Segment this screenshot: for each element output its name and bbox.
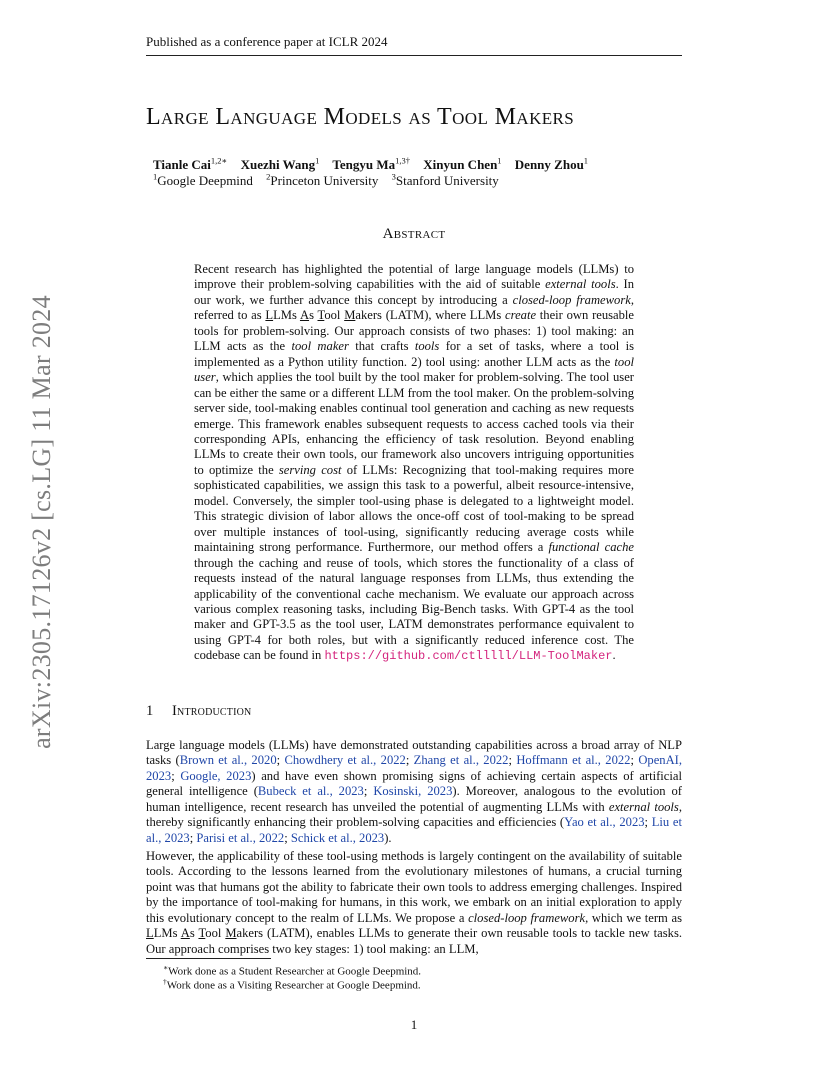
citation-link[interactable]: Parisi et al., 2022 (196, 830, 285, 845)
abstract-heading: Abstract (382, 226, 446, 242)
footnote: †Work done as a Visiting Researcher at Google Deepmind. (163, 977, 421, 992)
citation-link[interactable]: Hoffmann et al., 2022 (516, 753, 631, 768)
affiliation-list (153, 172, 509, 189)
page-number: 1 (410, 1017, 418, 1032)
footnote: ∗Work done as a Student Researcher at Google Deepmind. (163, 963, 422, 978)
author: Tengyu $Ma^{1,3\dagger}$ (332, 156, 410, 173)
affiliation: $^2$Princeton University (266, 172, 379, 189)
arxiv-identifier-stamp (22, 284, 62, 760)
affiliation: $^1$Google Deepmind (153, 172, 253, 189)
citation-link[interactable]: Google, 2023 (180, 768, 252, 783)
author: Denny Zhou$^1$ (514, 156, 589, 173)
author: Xinyun Chen$^1$ (423, 156, 502, 173)
paper-title: Large Language Models as Tool Makers (146, 104, 575, 130)
footnote-divider (146, 958, 271, 959)
citation-link[interactable]: Liu et al., 2023 (146, 815, 682, 845)
author-list (153, 156, 598, 173)
codebase-link[interactable]: https://github.com/ctlllll/LLM-ToolMaker (324, 649, 613, 664)
author: Xuezhi Wang$^1$ (240, 156, 320, 173)
running-header: Published as a conference paper at ICLR 2024 (146, 34, 682, 56)
section-title: Introduction (172, 703, 252, 719)
citation-link[interactable]: Zhang et al., 2022 (413, 753, 509, 768)
citation-link[interactable]: Schick et al., 2023 (290, 830, 385, 845)
abstract-body: Recent research has highlighted the potential of large language models (LLMs) to improve their problem-solving capabilities with the aid of suitable external tools. In our work, we further advance this concept by introducing a closed-loop framework, referred to as LLMs As Tool Makers (LATM), where LLMs create their own reusable tools for problem-solving. Our approach consists of two phases: 1) tool making: an LLM acts as the tool maker that crafts tools for a set of tasks, where a tool is implemented as a Python utility function. 2) tool using: another LLM acts as the tool user, which applies the tool built by the tool maker for problem-solving. The tool user can be either the same or a different LLM from the tool maker. On the problem-solving server side, tool-making enables continual tool generation and caching as new requests emerge. This framework enables subsequent requests to access cached tools via their corresponding APIs, enhancing the efficiency of task resolution. Beyond enabling LLMs to create their own tools, our framework also uncovers intriguing opportunities to optimize the serving cost of LLMs: Recognizing that tool-making requires more sophisticated capabilities, we assign this task to a powerful, albeit resource-intensive, model. Conversely, the simpler tool-using phase is delegated to a lightweight model. This strategic division of labor allows the once-off cost of tool-making to be spread over multiple instances of tool-using, significantly reducing average costs while maintaining strong performance. Furthermore, our method offers a functional cache through the caching and reuse of tools, which stores the functionality of a class of requests instead of the natural language responses from LLMs, thus extending the applicability of the conventional cache mechanism. We evaluate our approach across various complex reasoning tasks, including Big-Bench tasks. With GPT-4 as the tool maker and GPT-3.5 as the tool user, LATM demonstrates performance equivalent to using GPT-4 for both roles, but with a significantly reduced inference cost. The codebase can be found in https://github.com/ctlllll/LLM-ToolMaker. (194, 262, 635, 664)
intro-paragraph-2: However, the applicability of these tool-using methods is largely contingent on the availability of suitable tools. According to the lessons learned from the evolutionary milestones of humans, a crucial turning point was that humans got the ability to fabricate their own tools to address emerging challenges. Inspired by the importance of tool-making for humans, in this work, we embark on an initial exploration to apply this evolutionary concept to the realm of LLMs. We propose a closed-loop framework, which we term as LLMs As Tool Makers (LATM), enables LLMs to generate their own reusable tools to tackle new tasks. Our approach comprises two key stages: 1) tool making: an LLM, (146, 849, 683, 956)
intro-paragraph-1: Large language models (LLMs) have demonstrated outstanding capabilities across a broad array of NLP tasks (Brown et al., 2020; Chowdhery et al., 2022; Zhang et al., 2022; Hoffmann et al., 2022; OpenAI, 2023; Google, 2023) and have even shown promising signs of achieving certain aspects of artificial general intelligence (Bubeck et al., 2023; Kosinski, 2023). Moreover, analogous to the evolution of human intelligence, recent research has unveiled the potential of augmenting LLMs with external tools, thereby significantly enhancing their problem-solving capacities and efficiencies (Yao et al., 2023; Liu et al., 2023; Parisi et al., 2022; Schick et al., 2023). (146, 738, 683, 845)
affiliation: $^3$Stanford University (391, 172, 499, 189)
author: Tianle Cai$^{1,2∗}$ (153, 156, 228, 173)
section-heading-introduction (146, 703, 251, 720)
arxiv-identifier-text: arXiv:2305.17126v2 [cs.LG] 11 Mar 2024 (27, 295, 56, 749)
citation-link[interactable]: Brown et al., 2020 (179, 753, 277, 768)
citation-link[interactable]: Kosinski, 2023 (373, 784, 453, 799)
citation-link[interactable]: Yao et al., 2023 (564, 815, 645, 830)
citation-link[interactable]: Chowdhery et al., 2022 (284, 753, 406, 768)
section-number: 1 (146, 703, 154, 719)
citation-link[interactable]: OpenAI, 2023 (146, 753, 683, 783)
citation-link[interactable]: Bubeck et al., 2023 (257, 784, 364, 799)
